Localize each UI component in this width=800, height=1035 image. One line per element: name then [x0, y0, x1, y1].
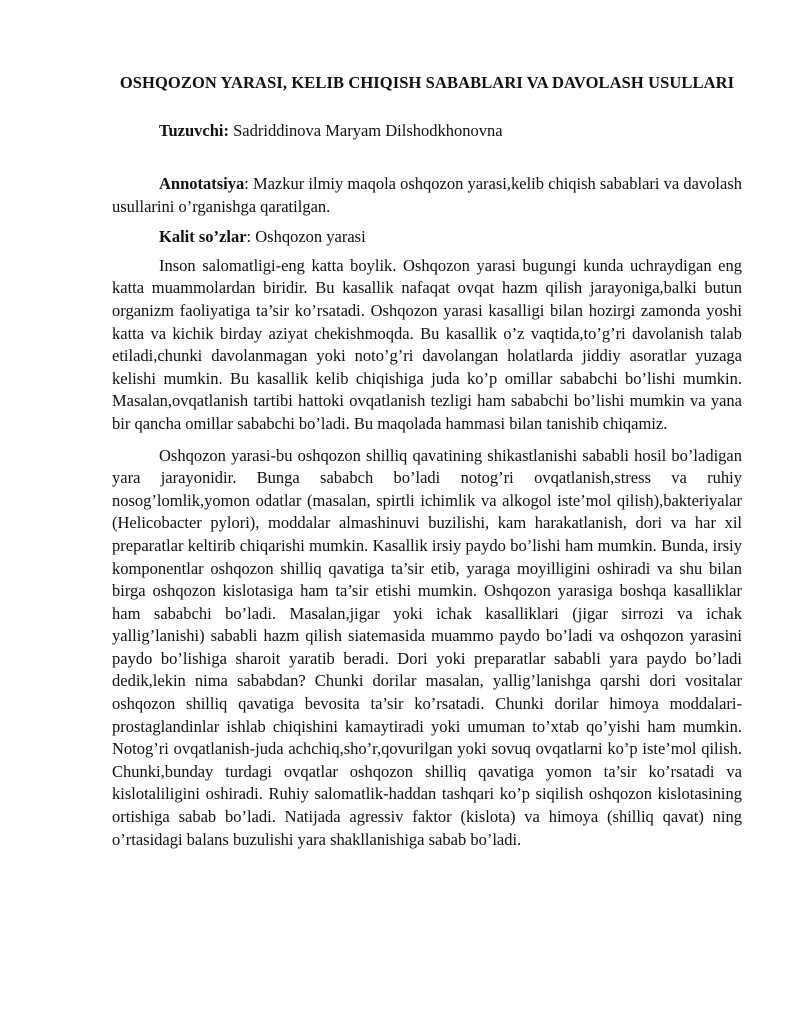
annotation-label: Annotatsiya [159, 174, 245, 193]
keywords-label: Kalit so’zlar [159, 227, 247, 247]
annotation-paragraph [112, 173, 742, 218]
body-paragraph-1: Inson salomatligi-eng katta boylik. Oshqozon yarasi bugungi kunda uchraydigan eng katta muammolardan biridir. Bu kasallik nafaqat ovqat hazm qilish jarayoniga,balki butun organizm faoliyatiga ta’sir ko’rsatadi. Oshqozon yarasi kasalligi bilan hozirgi zamonda yoshi katta va kichik birday aziyat chekishmoqda. Bu kasallik o’z vaqtida,to’g’ri davolanish talab etiladi,chunki davolanmagan yoki noto’g’ri davolangan holatlarda jiddiy asoratlar yuzaga kelishi mumkin. Bu kasallik kelib chiqishiga juda ko’p omillar sababchi bo’lishi mumkin. Masalan,ovqatlanish tartibi hattoki ovqatlanish tezligi ham sababchi bo’lishi mumkin va yana bir qancha omillar sababchi bo’ladi. Bu maqolada hammasi bilan tanishib chiqamiz. [112, 255, 742, 433]
body-paragraph-2: Oshqozon yarasi-bu oshqozon shilliq qavatining shikastlanishi sababli hosil bo’ladigan yara jarayonidir. Bunga sababch bo’ladi notog’ri ovqatlanish,stress va ruhiy nosog’lomlik,yomon odatlar (masalan, spirtli ichimlik va alkogol iste’mol qilish),bakteriyalar (Helicobacter pylori), moddalar almashinuvi buzilishi, kam harakatlanish, dori va har xil preparatlar keltirib chiqarishi mumkin. Kasallik irsiy paydo bo’lishi ham mumkin. Bunda, irsiy komponentlar oshqozon shilliq qavatiga ta’sir etib, yaraga moyilligini oshiradi va shu bilan birga oshqozon kislotasiga ham ta’sir etishi mumkin. Oshqozon yarasiga boshqa kasalliklar ham sababchi bo’ladi. Masalan,jigar yoki ichak kasalliklari (jigar sirrozi va ichak yallig’lanishi) sababli hazm qilish siatemasida muammo paydo bo’ladi va oshqozon yarasini paydo bo’lishiga sharoit yaratib beradi. Dori yoki preparatlar sababli yara paydo bo’ladi dedik,lekin nima sababdan? Chunki dorilar masalan, yallig’lanishga qarshi dori vositalar oshqozon shilliq qavatiga bevosita ta’sir ko’rsatadi. Chunki dorilar himoya moddalari-prostaglandinlar ishlab chiqishini kamaytiradi yoki umuman to’xtab qo’yishi ham mumkin. Notog’ri ovqatlanish-juda achchiq,sho’r,qovurilgan yoki sovuq ovqatlarni ko’p iste’mol qilish. Chunki,bunday turdagi ovqatlar oshqozon shilliq qavatiga yomon ta’sir ko’rsatadi va kislotaliligini oshiradi. Ruhiy salomatlik-haddan tashqari ko’p siqilish oshqozon kislotasining ortishiga sabab bo’ladi. Natijada agressiv faktor (kislota) va himoya (shilliq qavat) ning o’rtasidagi balans buzulishi yara shakllanishiga sabab bo’ladi. [112, 445, 742, 849]
document-page [112, 72, 742, 851]
keywords-paragraph [112, 226, 742, 249]
keywords-text: : Oshqozon yarasi [246, 227, 366, 247]
paper-title: OSHQOZON YARASI, KELIB CHIQISH SABABLARI VA DAVOLASH USULLARI [119, 73, 735, 92]
annotation-text: : Mazkur ilmiy maqola oshqozon yarasi,kelib chiqish sabablari va davolash usullarini o’rganishga qaratilgan. [112, 174, 742, 216]
author-label: Tuzuvchi: [159, 121, 229, 140]
author-name: Sadriddinova Maryam Dilshodkhonovna [233, 121, 503, 140]
author-line [112, 120, 742, 142]
